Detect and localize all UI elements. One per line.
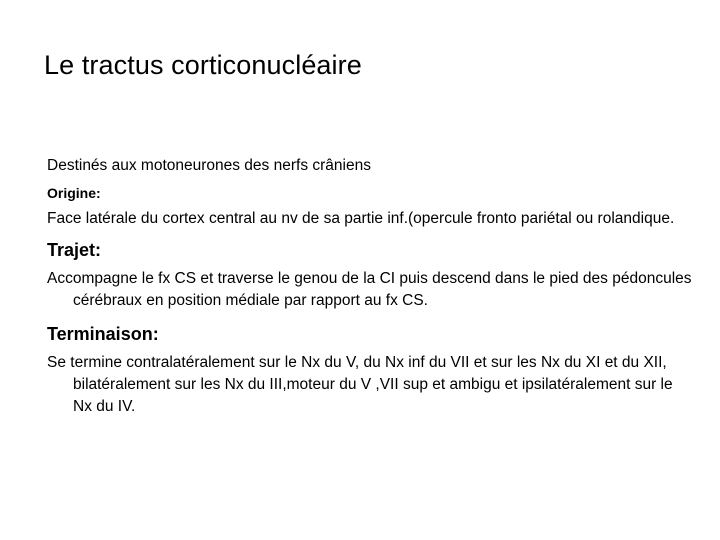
intro-text: Destinés aux motoneurones des nerfs crâniens: [47, 157, 371, 174]
slide-body: [47, 155, 692, 418]
origine-text: Face latérale du cortex central au nv de sa partie inf.(opercule fronto pariétal ou rolandique.: [47, 210, 675, 227]
trajet-text: Accompagne le fx CS et traverse le genou de la CI puis descend dans le pied des pédoncules cérébraux en position médiale par rapport au fx CS.: [47, 270, 692, 309]
terminaison-text: Se termine contralatéralement sur le Nx du V, du Nx inf du VII et sur les Nx du XI et du XII, bilatéralement sur les Nx du III,moteur du V ,VII sup et ambigu et ipsilatéralement sur le Nx du IV.: [47, 354, 673, 415]
terminaison-heading: Terminaison:: [47, 324, 159, 344]
trajet-heading: Trajet:: [47, 240, 102, 260]
origine-label: Origine:: [47, 185, 101, 201]
slide-title: Le tractus corticonucléaire: [44, 50, 362, 80]
